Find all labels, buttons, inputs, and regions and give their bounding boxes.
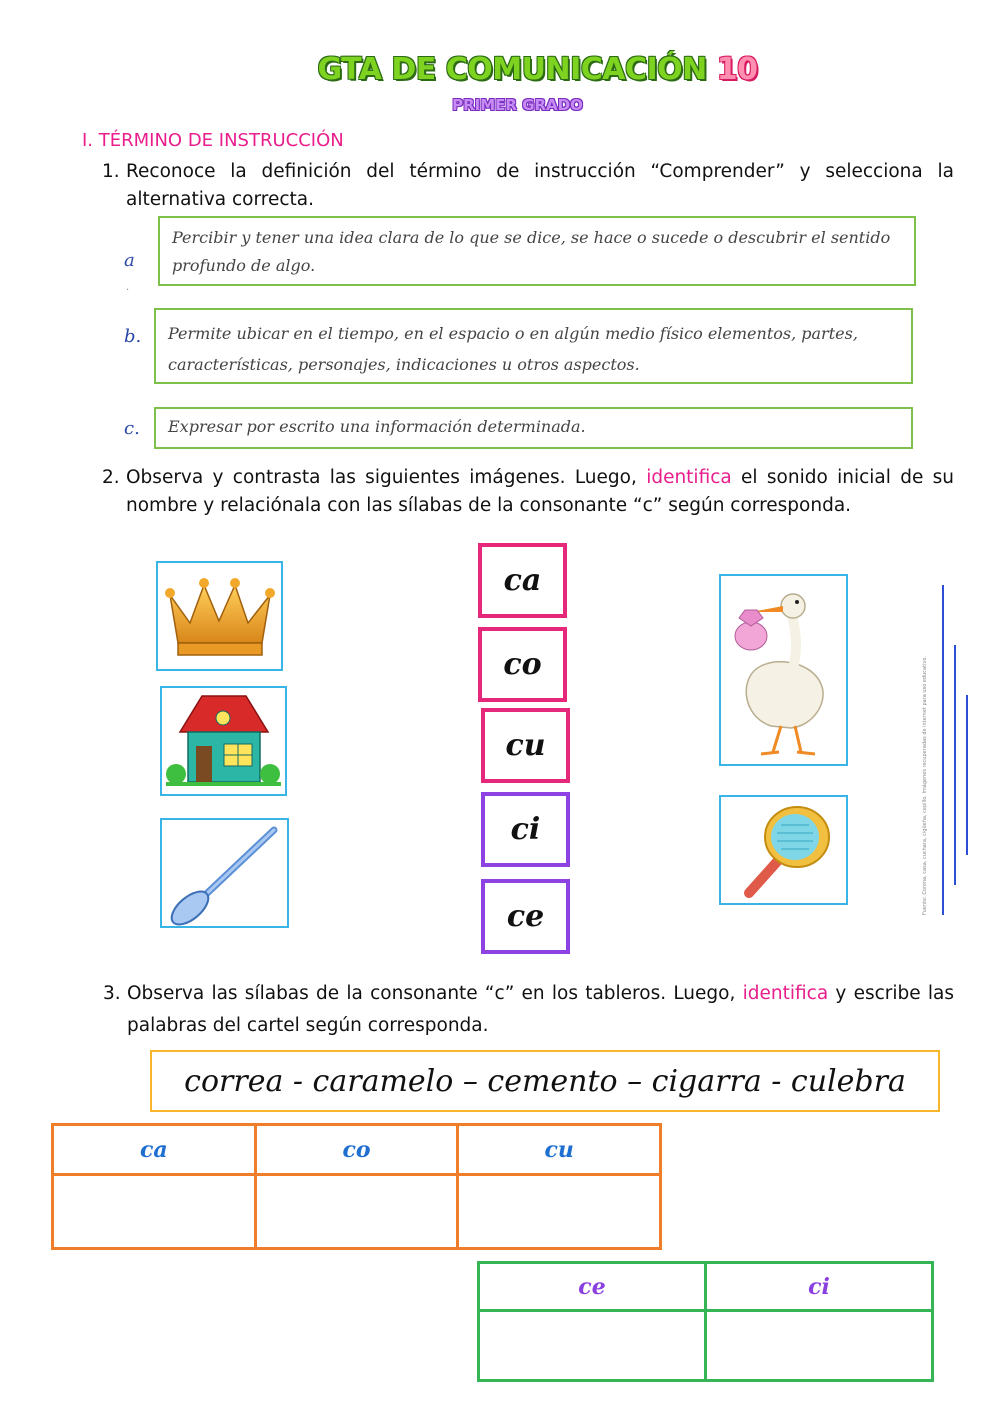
stork-icon	[721, 576, 846, 764]
source-link-line	[966, 695, 968, 855]
answer-cell-co[interactable]	[255, 1175, 458, 1249]
keyword-identifica: identifica	[646, 467, 732, 488]
syllable-card-ci[interactable]: ci	[481, 792, 570, 867]
table-header-ci: ci	[706, 1263, 933, 1311]
brush-icon	[721, 797, 846, 903]
table-header-co: co	[255, 1125, 458, 1175]
option-c-letter: c.	[124, 418, 140, 439]
stork-image[interactable]	[719, 574, 848, 766]
option-b-letter: b.	[124, 326, 142, 347]
question-number: 1.	[102, 161, 120, 182]
image-source-note: Fuente: Corona, casa, cuchara, cigüeña, cepillo. Imágenes recuperadas de internet para uso educativo.	[920, 585, 980, 920]
question-number: 3.	[103, 983, 121, 1004]
house-icon	[162, 688, 285, 794]
syllable-table-ce-ci	[477, 1261, 934, 1382]
source-link-line	[942, 585, 944, 915]
question-3: 3. Observa las sílabas de la consonante “c” en los tableros. Luego, identifica y escribe las palabras del cartel según corresponda.	[127, 978, 954, 1042]
house-image[interactable]	[160, 686, 287, 796]
question-text: Reconoce la definición del término de instrucción “Comprender” y selecciona la alternativa correcta.	[126, 161, 954, 210]
answer-cell-ce[interactable]	[479, 1311, 706, 1381]
syllable-card-co[interactable]: co	[478, 627, 567, 702]
table-header-ca: ca	[53, 1125, 256, 1175]
keyword-identifica: identifica	[742, 983, 829, 1004]
crown-icon	[158, 563, 281, 669]
option-a[interactable]: Percibir y tener una idea clara de lo que se dice, se hace o sucede o descubrir el sentido profundo de algo.	[158, 216, 916, 286]
question-2: 2. Observa y contrasta las siguientes imágenes. Luego, identifica el sonido inicial de su nombre y relaciónala con las sílabas de la consonante “c” según corresponda.	[126, 464, 954, 520]
option-a-dot: .	[126, 282, 130, 293]
source-link-line	[954, 645, 956, 885]
answer-cell-ca[interactable]	[53, 1175, 256, 1249]
crown-image[interactable]	[156, 561, 283, 671]
page-subtitle: PRIMER GRADO	[452, 96, 583, 114]
table-header-ce: ce	[479, 1263, 706, 1311]
brush-image[interactable]	[719, 795, 848, 905]
syllable-card-cu[interactable]: cu	[481, 708, 570, 783]
syllable-card-ca[interactable]: ca	[478, 543, 567, 618]
guide-number: 10	[716, 52, 758, 87]
spoon-icon	[162, 820, 287, 926]
question-1	[102, 158, 954, 214]
syllable-card-ce[interactable]: ce	[481, 879, 570, 954]
question-number: 2.	[102, 467, 120, 488]
option-b[interactable]: Permite ubicar en el tiempo, en el espacio o en algún medio físico elementos, partes, características, personajes, indicaciones u otros aspectos.	[154, 308, 913, 384]
syllable-table-ca-co-cu	[51, 1123, 662, 1250]
answer-cell-cu[interactable]	[458, 1175, 661, 1249]
spoon-image[interactable]	[160, 818, 289, 928]
option-a-letter: a	[124, 250, 135, 271]
answer-cell-ci[interactable]	[706, 1311, 933, 1381]
table-header-cu: cu	[458, 1125, 661, 1175]
word-banner: correa - caramelo – cemento – cigarra - culebra	[150, 1050, 940, 1112]
page-title: GTA DE COMUNICACIÓN 10	[317, 52, 758, 87]
option-c[interactable]: Expresar por escrito una información determinada.	[154, 407, 913, 449]
section-heading: I. TÉRMINO DE INSTRUCCIÓN	[82, 130, 344, 151]
